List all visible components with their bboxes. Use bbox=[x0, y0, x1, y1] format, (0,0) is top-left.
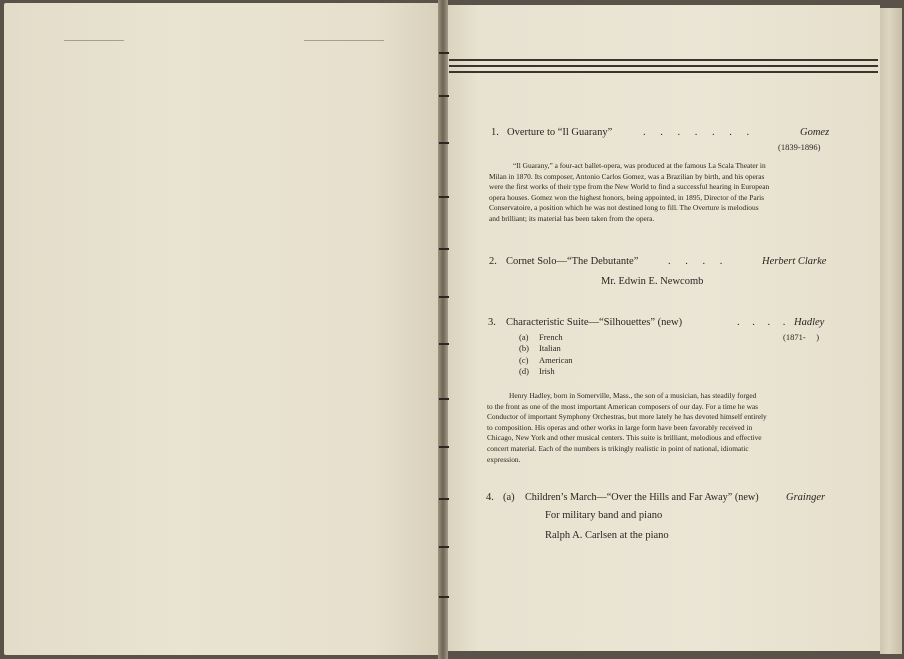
item-2-number: 2. bbox=[489, 256, 497, 267]
page-edges bbox=[880, 8, 902, 654]
item-1-leader: . . . . . . . bbox=[643, 127, 750, 138]
binding-stitch bbox=[439, 446, 449, 448]
item-1-dates: (1839-1896) bbox=[778, 142, 821, 152]
note-line: to the front as one of the most important American composers of our day. For a time he was bbox=[487, 401, 759, 411]
item-4-title: Children’s March—“Over the Hills and Far Away” (new) bbox=[525, 492, 759, 503]
item-3-leader: . . . . bbox=[737, 317, 786, 328]
header-rule bbox=[449, 59, 878, 61]
part-c-name: American bbox=[539, 355, 573, 365]
right-page bbox=[444, 5, 880, 651]
note-line: to composition. His operas and other works in large form have been favorably received in bbox=[487, 422, 753, 432]
part-d-name: Irish bbox=[539, 366, 555, 376]
item-4-sub-letter: (a) bbox=[503, 492, 515, 503]
item-4-line2: For military band and piano bbox=[545, 510, 663, 521]
item-1-notes bbox=[489, 161, 834, 225]
binding-stitch bbox=[439, 596, 449, 598]
item-2-performer: Mr. Edwin E. Newcomb bbox=[601, 276, 704, 287]
note-line: expression. bbox=[487, 454, 521, 464]
book-gutter bbox=[438, 0, 448, 659]
part-c-letter: (c) bbox=[519, 355, 529, 365]
faint-mark bbox=[304, 40, 384, 41]
note-line: Conductor of important Symphony Orchestras, but more lately he has devoted himself entirely bbox=[487, 412, 767, 422]
note-line: were the first works of their type from the New World to find a successful hearing in European bbox=[489, 182, 770, 192]
binding-stitch bbox=[439, 142, 449, 144]
left-page-blank bbox=[4, 3, 440, 655]
item-2-composer: Herbert Clarke bbox=[762, 256, 827, 267]
part-a-letter: (a) bbox=[519, 332, 529, 342]
item-2-leader: . . . . bbox=[668, 256, 723, 267]
item-1-number: 1. bbox=[491, 127, 499, 138]
binding-stitch bbox=[439, 398, 449, 400]
item-1-title: Overture to “Il Guarany” bbox=[507, 127, 613, 138]
item-3-notes bbox=[487, 391, 832, 465]
binding-stitch bbox=[439, 546, 449, 548]
item-4-number: 4. bbox=[486, 492, 494, 503]
item-3-title: Characteristic Suite—“Silhouettes” (new) bbox=[506, 317, 683, 328]
binding-stitch bbox=[439, 196, 449, 198]
note-line: opera houses. Gomez won the highest honors, being appointed, in 1895, Director of the Paris bbox=[489, 192, 765, 202]
note-line: Milan in 1870. Its composer, Antonio Carlos Gomez, was a Brazilian by birth, and his operas bbox=[489, 171, 765, 181]
binding-stitch bbox=[439, 498, 449, 500]
part-b-letter: (b) bbox=[519, 343, 529, 353]
note-line: Chicago, New York and other musical centers. This suite is brilliant, melodious and effective bbox=[487, 433, 762, 443]
item-1-composer: Gomez bbox=[800, 127, 830, 138]
faint-mark bbox=[64, 40, 124, 41]
binding-stitch bbox=[439, 95, 449, 97]
header-rule bbox=[449, 71, 878, 73]
header-rule bbox=[449, 65, 878, 67]
part-b-name: Italian bbox=[539, 343, 561, 353]
note-line: Henry Hadley, born in Somerville, Mass., the son of a musician, has steadily forged bbox=[509, 391, 757, 400]
item-2-title: Cornet Solo—“The Debutante” bbox=[506, 256, 639, 267]
note-line: and brilliant; its material has been taken from the opera. bbox=[489, 213, 655, 223]
binding-stitch bbox=[439, 343, 449, 345]
item-4-composer: Grainger bbox=[786, 492, 826, 503]
item-3-composer: Hadley bbox=[794, 317, 825, 328]
note-line: “Il Guarany,” a four-act ballet-opera, was produced at the famous La Scala Theater in bbox=[513, 161, 766, 170]
binding-stitch bbox=[439, 296, 449, 298]
part-d-letter: (d) bbox=[519, 366, 529, 376]
binding-stitch bbox=[439, 248, 449, 250]
item-3-number: 3. bbox=[488, 317, 496, 328]
binding-stitch bbox=[439, 52, 449, 54]
note-line: concert material. Each of the numbers is trikingly realistic in point of national, idiomatic bbox=[487, 443, 749, 453]
part-a-name: French bbox=[539, 332, 563, 342]
item-3-dates: (1871- ) bbox=[783, 332, 820, 342]
note-line: Conservatoire, a position which he was not destined long to fill. The Overture is melodious bbox=[489, 203, 759, 213]
item-4-line3: Ralph A. Carlsen at the piano bbox=[545, 530, 669, 541]
